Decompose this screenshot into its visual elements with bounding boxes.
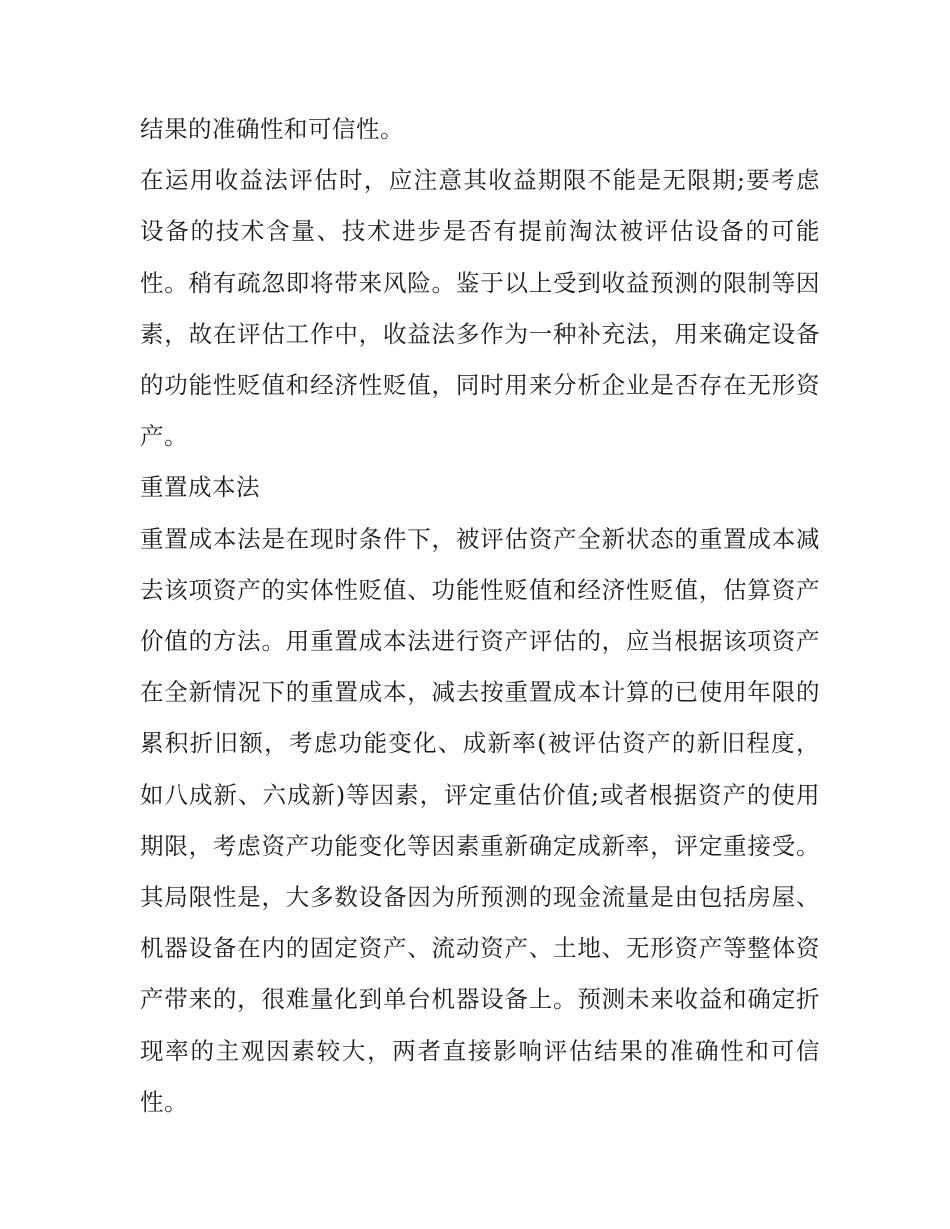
body-text — [140, 104, 820, 1128]
section-heading-replacement-cost: 重置成本法 — [140, 473, 260, 502]
paragraph-continuation: 结果的准确性和可信性。 — [140, 115, 404, 143]
paragraph-replacement-cost: 重置成本法是在现时条件下，被评估资产全新状态的重置成本减去该项资产的实体性贬值、功能性贬值和经济性贬值，估算资产价值的方法。用重置成本法进行资产评估的，应当根据该项资产在全新情况下的重置成本，减去按重置成本计算的已使用年限的累积折旧额，考虑功能变化、成新率(被评估资产的新旧程度，如八成新、六成新)等因素，评定重估价值;或者根据资产的使用期限，考虑资产功能变化等因素重新确定成新率，评定重接受。其局限性是，大多数设备因为所预测的现金流量是由包括房屋、机器设备在内的固定资产、流动资产、土地、无形资产等整体资产带来的，很难量化到单台机器设备上。预测未来收益和确定折现率的主观因素较大，两者直接影响评估结果的准确性和可信性。 — [140, 524, 820, 1116]
paragraph-income-method: 在运用收益法评估时，应注意其收益期限不能是无限期;要考虑设备的技术含量、技术进步是否有提前淘汰被评估设备的可能性。稍有疏忽即将带来风险。鉴于以上受到收益预测的限制等因素，故在评估工作中，收益法多作为一种补充法，用来确定设备的功能性贬值和经济性贬值，同时用来分析企业是否存在无形资产。 — [140, 166, 820, 451]
